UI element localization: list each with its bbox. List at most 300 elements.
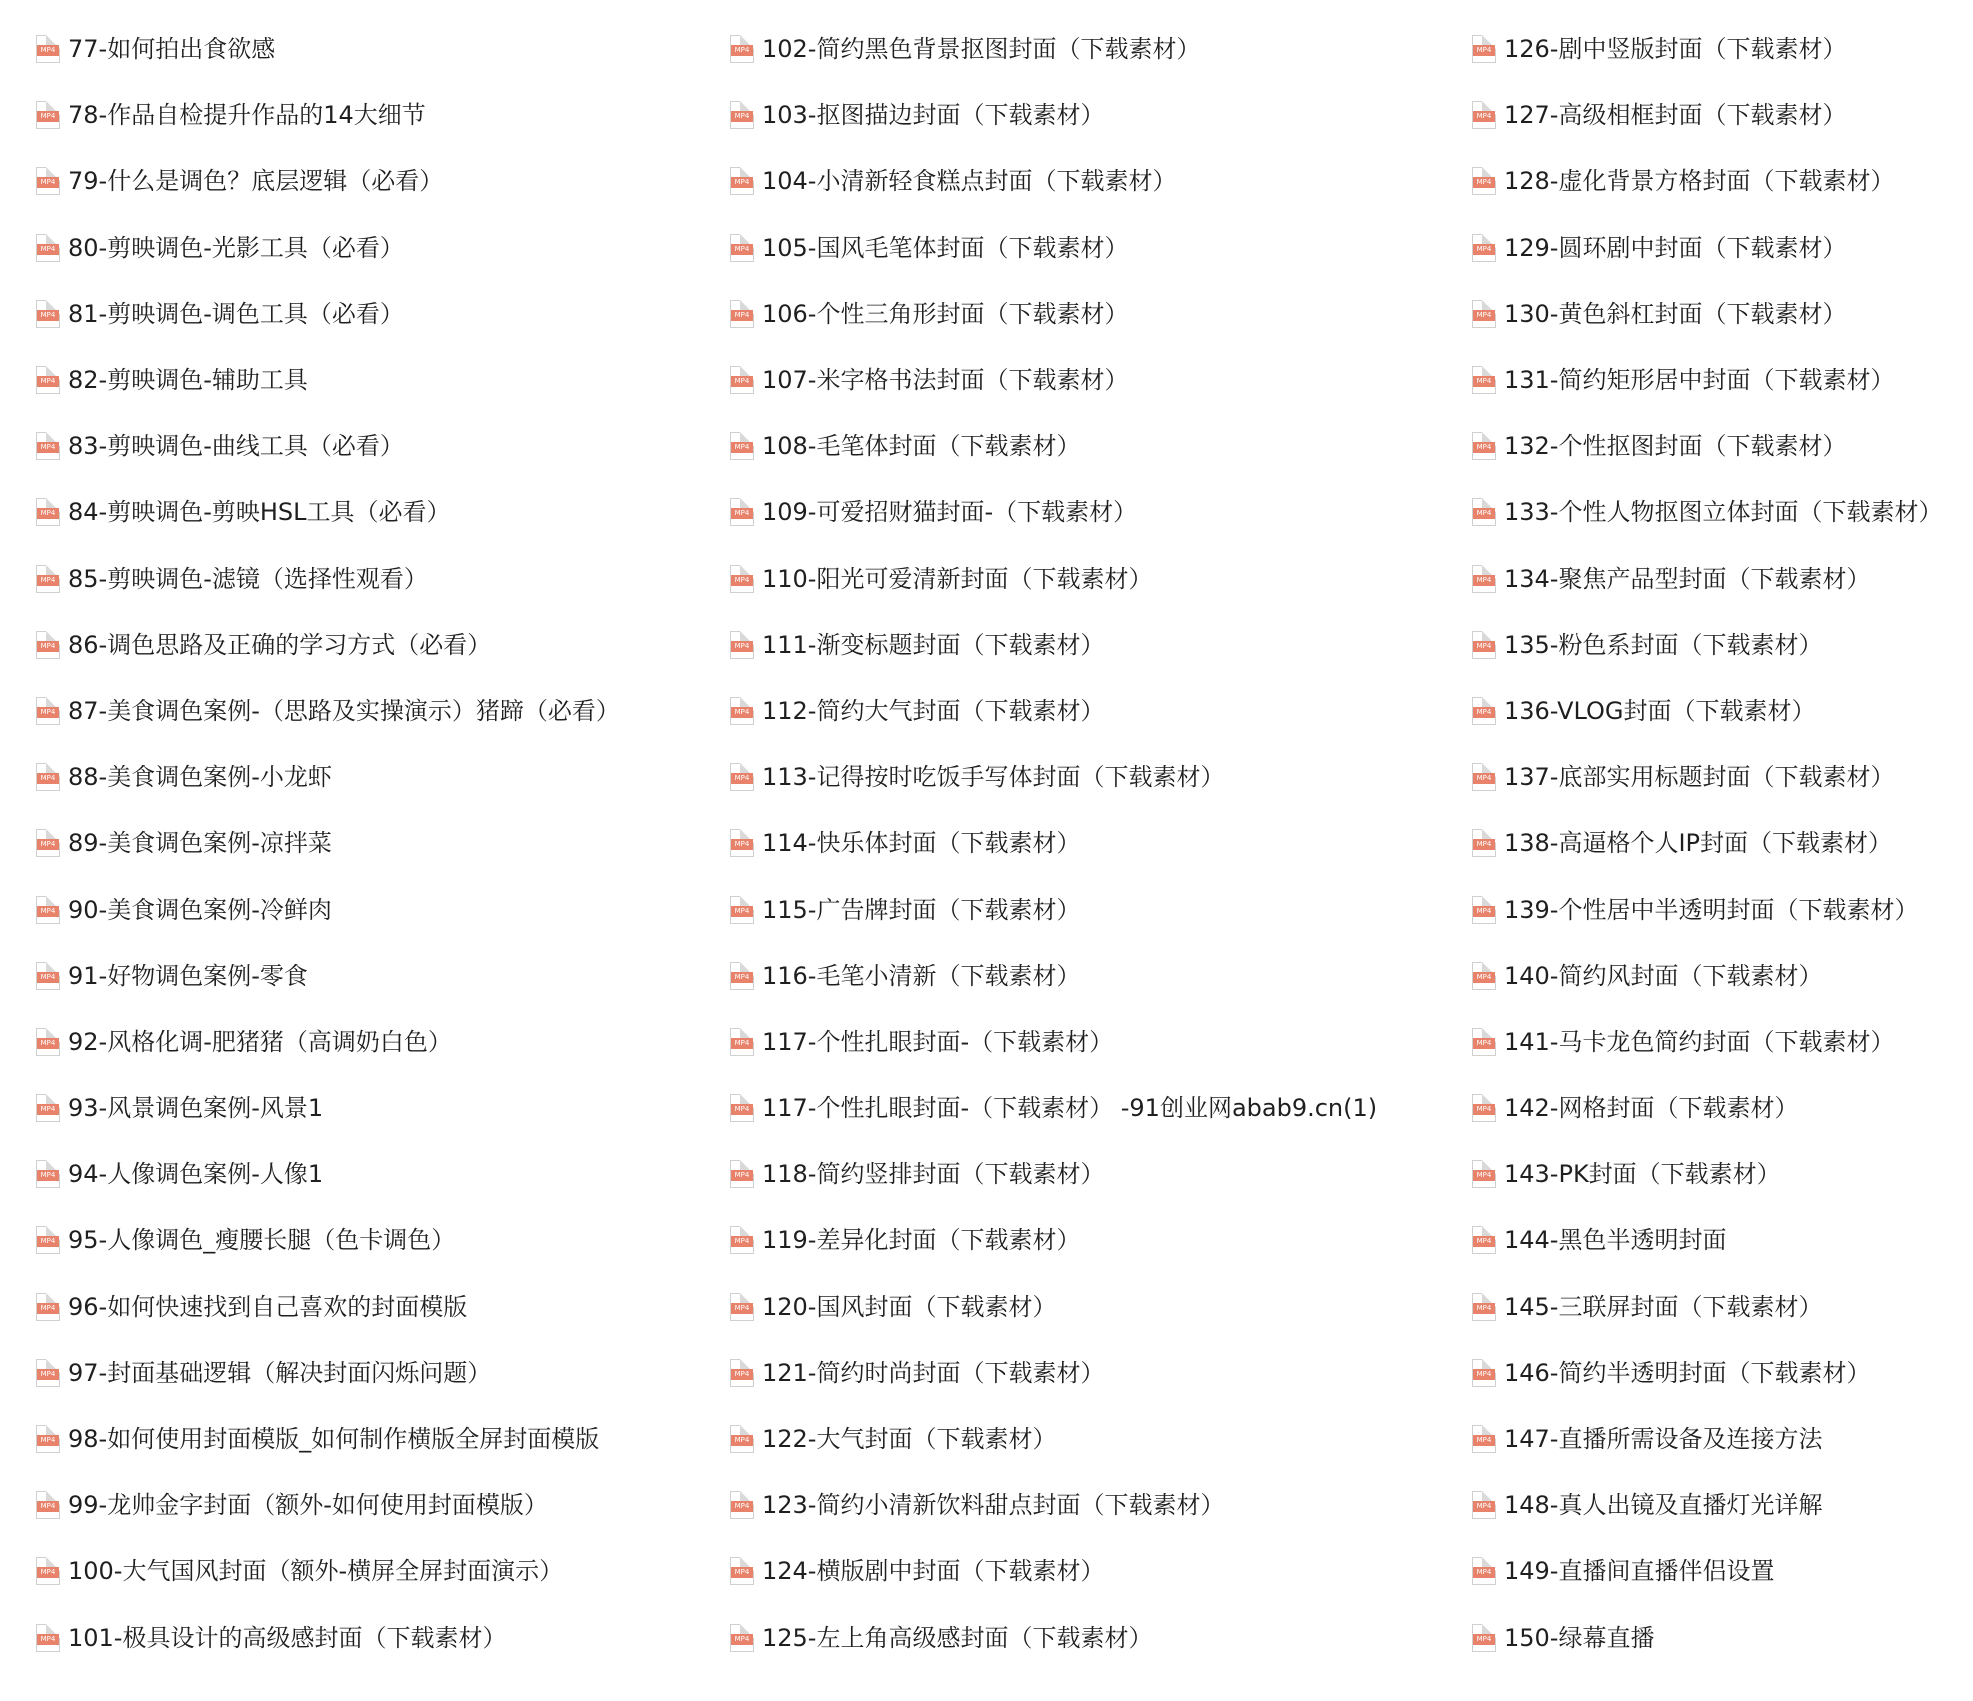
file-item[interactable] [730,1075,1460,1141]
file-name: 118-简约竖排封面（下载素材） [762,1160,1105,1189]
file-name: 132-个性抠图封面（下载素材） [1504,432,1847,461]
mp4-file-icon [1472,763,1496,791]
file-type-tag: MP4 [731,1634,753,1645]
file-name: 79-什么是调色？底层逻辑（必看） [68,167,444,196]
file-type-tag: MP4 [1473,111,1495,122]
file-item[interactable] [1472,744,1967,810]
file-type-tag: MP4 [1473,707,1495,718]
file-item[interactable] [36,148,696,214]
mp4-file-icon [730,366,754,394]
file-name: 84-剪映调色-剪映HSL工具（必看） [68,498,451,527]
file-type-tag: MP4 [731,1104,753,1115]
file-name: 96-如何快速找到自己喜欢的封面模版 [68,1292,468,1321]
file-item[interactable] [730,281,1460,347]
mp4-file-icon [36,962,60,990]
file-item[interactable] [36,16,696,82]
mp4-file-icon [1472,432,1496,460]
file-type-tag: MP4 [37,1567,59,1578]
file-name: 120-国风封面（下载素材） [762,1292,1057,1321]
file-type-tag: MP4 [37,773,59,784]
file-name: 125-左上角高级感封面（下载素材） [762,1623,1153,1652]
file-item[interactable] [730,943,1460,1009]
file-name: 136-VLOG封面（下载素材） [1504,696,1816,725]
file-name: 133-个性人物抠图立体封面（下载素材） [1504,498,1943,527]
file-name: 90-美食调色案例-冷鲜肉 [68,895,332,924]
mp4-file-icon [1472,1491,1496,1519]
file-item[interactable] [36,1472,696,1538]
file-name: 82-剪映调色-辅助工具 [68,366,308,395]
mp4-file-icon [730,1293,754,1321]
file-type-tag: MP4 [731,641,753,652]
file-type-tag: MP4 [1473,773,1495,784]
file-type-tag: MP4 [1473,1501,1495,1512]
file-item[interactable] [730,1406,1460,1472]
mp4-file-icon [1472,565,1496,593]
file-name: 126-剧中竖版封面（下载素材） [1504,35,1847,64]
file-type-tag: MP4 [1473,972,1495,983]
file-item[interactable] [730,215,1460,281]
file-name: 89-美食调色案例-凉拌菜 [68,829,332,858]
file-type-tag: MP4 [731,376,753,387]
file-name: 87-美食调色案例-（思路及实操演示）猪蹄（必看） [68,696,620,725]
file-name: 92-风格化调-肥猪猪（高调奶白色） [68,1027,452,1056]
file-name: 130-黄色斜杠封面（下载素材） [1504,299,1847,328]
file-name: 113-记得按时吃饭手写体封面（下载素材） [762,763,1225,792]
file-name: 137-底部实用标题封面（下载素材） [1504,763,1895,792]
file-name: 145-三联屏封面（下载素材） [1504,1292,1823,1321]
file-name: 139-个性居中半透明封面（下载素材） [1504,895,1919,924]
file-type-tag: MP4 [37,972,59,983]
file-type-tag: MP4 [731,45,753,56]
file-item[interactable] [36,678,696,744]
file-type-tag: MP4 [37,1236,59,1247]
file-type-tag: MP4 [37,244,59,255]
file-name: 85-剪映调色-滤镜（选择性观看） [68,564,428,593]
file-name: 94-人像调色案例-人像1 [68,1160,324,1189]
file-column-3 [1472,16,1967,1671]
file-item[interactable] [36,82,696,148]
file-item[interactable] [1472,876,1967,942]
file-item[interactable] [36,1340,696,1406]
file-item[interactable] [36,281,696,347]
file-type-tag: MP4 [1473,442,1495,453]
mp4-file-icon [36,1293,60,1321]
mp4-file-icon [730,697,754,725]
mp4-file-icon [730,962,754,990]
file-name: 98-如何使用封面模版_如何制作横版全屏封面模版 [68,1425,600,1454]
file-name: 80-剪映调色-光影工具（必看） [68,233,404,262]
file-name: 117-个性扎眼封面-（下载素材） [762,1027,1114,1056]
mp4-file-icon [730,1624,754,1652]
file-item[interactable] [730,413,1460,479]
mp4-file-icon [36,234,60,262]
mp4-file-icon [730,35,754,63]
file-item[interactable] [1472,1207,1967,1273]
file-type-tag: MP4 [37,1435,59,1446]
file-item[interactable] [1472,1009,1967,1075]
mp4-file-icon [1472,167,1496,195]
mp4-file-icon [730,1425,754,1453]
file-name: 129-圆环剧中封面（下载素材） [1504,233,1847,262]
file-name: 141-马卡龙色简约封面（下载素材） [1504,1027,1895,1056]
file-type-tag: MP4 [37,1634,59,1645]
file-item[interactable] [730,479,1460,545]
file-type-tag: MP4 [37,575,59,586]
file-type-tag: MP4 [731,972,753,983]
file-item[interactable] [36,1009,696,1075]
mp4-file-icon [36,1028,60,1056]
file-name: 144-黑色半透明封面 [1504,1226,1727,1255]
file-type-tag: MP4 [731,707,753,718]
mp4-file-icon [36,631,60,659]
file-type-tag: MP4 [1473,1038,1495,1049]
file-name: 95-人像调色_瘦腰长腿（色卡调色） [68,1226,456,1255]
file-name: 123-简约小清新饮料甜点封面（下载素材） [762,1491,1225,1520]
file-type-tag: MP4 [731,1303,753,1314]
file-item[interactable] [1472,347,1967,413]
file-name: 109-可爱招财猫封面-（下载素材） [762,498,1138,527]
mp4-file-icon [730,1359,754,1387]
mp4-file-icon [36,498,60,526]
file-item[interactable] [730,1538,1460,1604]
mp4-file-icon [730,1028,754,1056]
file-item[interactable] [36,1406,696,1472]
file-name: 78-作品自检提升作品的14大细节 [68,101,426,130]
file-item[interactable] [36,479,696,545]
file-name: 143-PK封面（下载素材） [1504,1160,1781,1189]
file-name: 86-调色思路及正确的学习方式（必看） [68,630,492,659]
file-item[interactable] [1472,148,1967,214]
file-type-tag: MP4 [1473,839,1495,850]
file-item[interactable] [730,148,1460,214]
file-item[interactable] [1472,1075,1967,1141]
file-type-tag: MP4 [1473,1104,1495,1115]
file-name: 108-毛笔体封面（下载素材） [762,432,1081,461]
file-name: 119-差异化封面（下载素材） [762,1226,1081,1255]
file-name: 128-虚化背景方格封面（下载素材） [1504,167,1895,196]
mp4-file-icon [730,234,754,262]
file-item[interactable] [730,876,1460,942]
file-name: 142-网格封面（下载素材） [1504,1094,1799,1123]
mp4-file-icon [36,763,60,791]
mp4-file-icon [36,1094,60,1122]
file-item[interactable] [36,1207,696,1273]
file-item[interactable] [1472,1274,1967,1340]
file-type-tag: MP4 [731,1369,753,1380]
file-name: 101-极具设计的高级感封面（下载素材） [68,1623,507,1652]
file-item[interactable] [730,810,1460,876]
file-item[interactable] [730,678,1460,744]
file-column-1 [36,16,696,1671]
file-column-2 [730,16,1460,1671]
file-name: 103-抠图描边封面（下载素材） [762,101,1105,130]
file-item[interactable] [36,943,696,1009]
file-type-tag: MP4 [731,508,753,519]
file-item[interactable] [36,876,696,942]
file-name: 140-简约风封面（下载素材） [1504,961,1823,990]
file-type-tag: MP4 [37,111,59,122]
file-type-tag: MP4 [37,1303,59,1314]
file-name: 105-国风毛笔体封面（下载素材） [762,233,1129,262]
file-item[interactable] [730,1605,1460,1671]
mp4-file-icon [1472,1226,1496,1254]
file-type-tag: MP4 [731,1170,753,1181]
file-name: 107-米字格书法封面（下载素材） [762,366,1129,395]
file-name: 121-简约时尚封面（下载素材） [762,1358,1105,1387]
file-name: 146-简约半透明封面（下载素材） [1504,1358,1871,1387]
file-item[interactable] [1472,1141,1967,1207]
mp4-file-icon [36,1160,60,1188]
mp4-file-icon [1472,300,1496,328]
file-type-tag: MP4 [1473,641,1495,652]
mp4-file-icon [1472,101,1496,129]
mp4-file-icon [1472,1028,1496,1056]
file-type-tag: MP4 [1473,376,1495,387]
mp4-file-icon [1472,1359,1496,1387]
file-item[interactable] [1472,678,1967,744]
mp4-file-icon [730,763,754,791]
file-type-tag: MP4 [1473,45,1495,56]
file-type-tag: MP4 [37,45,59,56]
file-name: 114-快乐体封面（下载素材） [762,829,1081,858]
mp4-file-icon [730,1226,754,1254]
file-name: 77-如何拍出食欲感 [68,35,276,64]
file-item[interactable] [730,1472,1460,1538]
file-item[interactable] [36,413,696,479]
file-name: 135-粉色系封面（下载素材） [1504,630,1823,659]
mp4-file-icon [730,167,754,195]
mp4-file-icon [1472,697,1496,725]
mp4-file-icon [36,1491,60,1519]
file-item[interactable] [1472,479,1967,545]
file-type-tag: MP4 [37,839,59,850]
mp4-file-icon [36,1425,60,1453]
file-name: 138-高逼格个人IP封面（下载素材） [1504,829,1893,858]
file-type-tag: MP4 [1473,1567,1495,1578]
file-item[interactable] [1472,1605,1967,1671]
file-type-tag: MP4 [731,111,753,122]
file-name: 150-绿幕直播 [1504,1623,1655,1652]
mp4-file-icon [36,101,60,129]
file-item[interactable] [36,215,696,281]
file-type-tag: MP4 [1473,177,1495,188]
file-type-tag: MP4 [731,442,753,453]
file-type-tag: MP4 [37,1369,59,1380]
file-item[interactable] [36,1075,696,1141]
mp4-file-icon [730,1557,754,1585]
file-item[interactable] [730,16,1460,82]
file-name: 134-聚焦产品型封面（下载素材） [1504,564,1871,593]
file-item[interactable] [36,1605,696,1671]
mp4-file-icon [1472,1624,1496,1652]
file-item[interactable] [730,347,1460,413]
mp4-file-icon [36,167,60,195]
mp4-file-icon [36,366,60,394]
file-name: 148-真人出镜及直播灯光详解 [1504,1491,1823,1520]
file-item[interactable] [730,1141,1460,1207]
file-type-tag: MP4 [37,1170,59,1181]
file-name: 88-美食调色案例-小龙虾 [68,763,332,792]
file-type-tag: MP4 [37,1104,59,1115]
mp4-file-icon [730,101,754,129]
mp4-file-icon [1472,829,1496,857]
mp4-file-icon [1472,631,1496,659]
file-type-tag: MP4 [37,707,59,718]
mp4-file-icon [36,829,60,857]
mp4-file-icon [1472,366,1496,394]
file-type-tag: MP4 [731,177,753,188]
file-type-tag: MP4 [731,575,753,586]
file-type-tag: MP4 [37,1501,59,1512]
file-type-tag: MP4 [1473,244,1495,255]
mp4-file-icon [730,896,754,924]
file-type-tag: MP4 [37,641,59,652]
mp4-file-icon [36,896,60,924]
file-type-tag: MP4 [37,1038,59,1049]
file-item[interactable] [36,810,696,876]
file-item[interactable] [36,546,696,612]
file-type-tag: MP4 [731,244,753,255]
mp4-file-icon [1472,35,1496,63]
mp4-file-icon [730,432,754,460]
mp4-file-icon [36,432,60,460]
file-name: 115-广告牌封面（下载素材） [762,895,1081,924]
file-item[interactable] [1472,810,1967,876]
mp4-file-icon [1472,1160,1496,1188]
mp4-file-icon [36,565,60,593]
file-item[interactable] [1472,1340,1967,1406]
file-name: 83-剪映调色-曲线工具（必看） [68,432,404,461]
file-item[interactable] [1472,281,1967,347]
file-type-tag: MP4 [1473,1236,1495,1247]
file-name: 117-个性扎眼封面-（下载素材） -91创业网abab9.cn(1) [762,1094,1378,1123]
file-name: 122-大气封面（下载素材） [762,1425,1057,1454]
file-item[interactable] [1472,1538,1967,1604]
mp4-file-icon [36,300,60,328]
mp4-file-icon [730,300,754,328]
file-name: 102-简约黑色背景抠图封面（下载素材） [762,35,1201,64]
mp4-file-icon [730,1491,754,1519]
file-type-tag: MP4 [1473,1369,1495,1380]
file-item[interactable] [730,1340,1460,1406]
file-type-tag: MP4 [1473,1435,1495,1446]
file-name: 81-剪映调色-调色工具（必看） [68,299,404,328]
file-item[interactable] [1472,82,1967,148]
file-type-tag: MP4 [37,442,59,453]
file-type-tag: MP4 [731,1435,753,1446]
file-type-tag: MP4 [1473,1303,1495,1314]
file-item[interactable] [36,1538,696,1604]
file-item[interactable] [36,744,696,810]
file-type-tag: MP4 [731,1038,753,1049]
file-type-tag: MP4 [731,906,753,917]
file-type-tag: MP4 [37,376,59,387]
file-name: 127-高级相框封面（下载素材） [1504,101,1847,130]
file-name: 124-横版剧中封面（下载素材） [762,1557,1105,1586]
mp4-file-icon [36,697,60,725]
file-item[interactable] [730,744,1460,810]
mp4-file-icon [1472,896,1496,924]
file-name: 91-好物调色案例-零食 [68,961,308,990]
file-item[interactable] [1472,1472,1967,1538]
file-type-tag: MP4 [1473,575,1495,586]
file-item[interactable] [730,82,1460,148]
mp4-file-icon [1472,1293,1496,1321]
file-item[interactable] [36,612,696,678]
file-name: 110-阳光可爱清新封面（下载素材） [762,564,1153,593]
mp4-file-icon [730,631,754,659]
file-type-tag: MP4 [37,310,59,321]
file-name: 104-小清新轻食糕点封面（下载素材） [762,167,1177,196]
file-item[interactable] [1472,16,1967,82]
file-type-tag: MP4 [1473,508,1495,519]
file-name: 106-个性三角形封面（下载素材） [762,299,1129,328]
mp4-file-icon [1472,962,1496,990]
file-name: 97-封面基础逻辑（解决封面闪烁问题） [68,1358,492,1387]
file-item[interactable] [730,1274,1460,1340]
file-type-tag: MP4 [731,1567,753,1578]
file-type-tag: MP4 [731,839,753,850]
file-item[interactable] [36,1274,696,1340]
mp4-file-icon [1472,234,1496,262]
mp4-file-icon [36,1624,60,1652]
mp4-file-icon [730,1094,754,1122]
file-name: 93-风景调色案例-风景1 [68,1094,324,1123]
mp4-file-icon [1472,1094,1496,1122]
file-item[interactable] [1472,1406,1967,1472]
file-name: 99-龙帅金字封面（额外-如何使用封面模版） [68,1491,548,1520]
file-item[interactable] [1472,943,1967,1009]
file-name: 111-渐变标题封面（下载素材） [762,630,1105,659]
file-type-tag: MP4 [1473,310,1495,321]
file-type-tag: MP4 [731,1236,753,1247]
file-item[interactable] [1472,413,1967,479]
file-name: 116-毛笔小清新（下载素材） [762,961,1081,990]
mp4-file-icon [36,1359,60,1387]
file-type-tag: MP4 [1473,906,1495,917]
mp4-file-icon [1472,1557,1496,1585]
file-item[interactable] [730,1207,1460,1273]
file-item[interactable] [730,612,1460,678]
mp4-file-icon [36,1226,60,1254]
file-item[interactable] [1472,215,1967,281]
file-type-tag: MP4 [1473,1170,1495,1181]
file-name: 112-简约大气封面（下载素材） [762,696,1105,725]
mp4-file-icon [36,35,60,63]
file-type-tag: MP4 [37,508,59,519]
mp4-file-icon [730,829,754,857]
file-name: 149-直播间直播伴侣设置 [1504,1557,1775,1586]
file-item[interactable] [36,1141,696,1207]
file-name: 147-直播所需设备及连接方法 [1504,1425,1823,1454]
mp4-file-icon [730,498,754,526]
file-item[interactable] [36,347,696,413]
file-item[interactable] [730,546,1460,612]
file-item[interactable] [1472,546,1967,612]
mp4-file-icon [36,1557,60,1585]
mp4-file-icon [730,1160,754,1188]
file-type-tag: MP4 [731,310,753,321]
mp4-file-icon [1472,1425,1496,1453]
file-name: 100-大气国风封面（额外-横屏全屏封面演示） [68,1557,564,1586]
file-type-tag: MP4 [37,177,59,188]
file-type-tag: MP4 [1473,1634,1495,1645]
file-type-tag: MP4 [731,773,753,784]
file-type-tag: MP4 [731,1501,753,1512]
mp4-file-icon [1472,498,1496,526]
file-item[interactable] [730,1009,1460,1075]
file-item[interactable] [1472,612,1967,678]
